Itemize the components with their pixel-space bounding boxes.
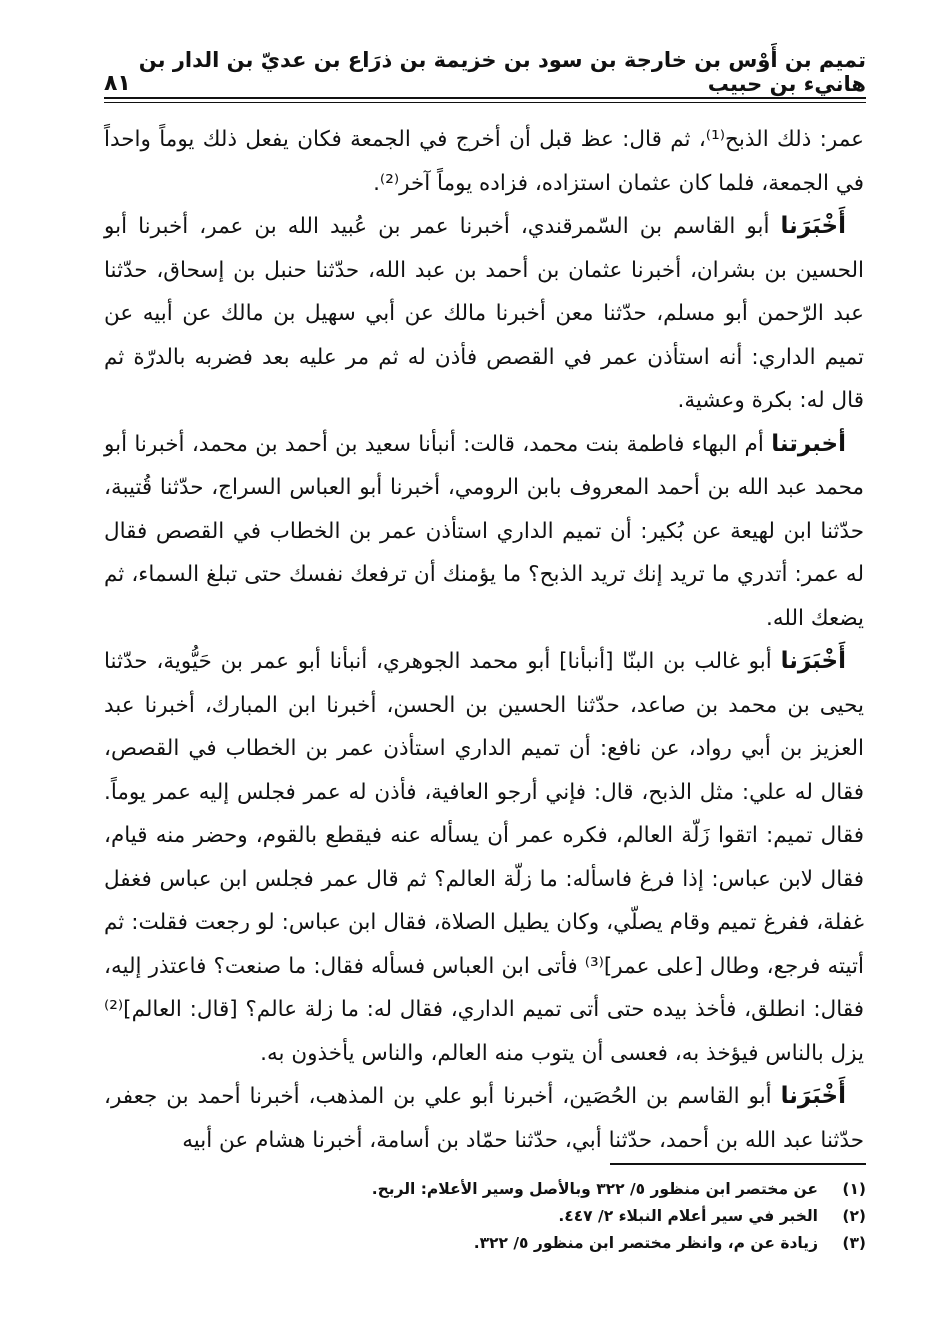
running-header	[104, 48, 866, 96]
footnote-number: (٢)	[842, 1207, 866, 1225]
footnote-text: زيادة عن م، وانظر مختصر ابن منظور ٥/ ٣٢٢.	[473, 1234, 818, 1252]
paragraph-lead-word: أَخْبَرَنا	[780, 648, 846, 674]
footnotes	[104, 1176, 866, 1257]
paragraph-text: عمر: ذلك الذبح⁽¹⁾، ثم قال: عظ قبل أن أخرج في الجمعة فكان يفعل ذلك يوماً واحداً في الجمعة، فلما كان عثمان استزاده، فزاده يوماً آخر⁽²⁾.	[104, 127, 864, 196]
footnote-text: عن مختصر ابن منظور ٥/ ٣٢٢ وبالأصل وسير الأعلام: الربح.	[371, 1180, 818, 1198]
header-rule-thin	[104, 102, 866, 103]
paragraph-text: أبو غالب بن البنّا [أنبأنا] أبو محمد الجوهري، أنبأنا أبو عمر بن حَيُّوية، حدّثنا يحيى بن محمد بن صاعد، حدّثنا الحسين بن الحسن، أخبرنا ابن المبارك، أخبرنا عبد العزيز بن أبي رواد، عن نافع: أن تميم الداري استأذن عمر بن الخطاب في القصص، فقال له علي: مثل الذبح، قال: فإني أرجو العافية، فأذن له عمر فجلس إليه عمر يوماً. فقال تميم: اتقوا زَلّة العالم، فكره عمر أن يسأله عنه فيقطع بالقوم، وحضر منه قيام، فقال لابن عباس: إذا فرغ فاسأله: ما زلّة العالم؟ ثم قال عمر فجلس ابن عباس فغفل غفلة، ففرغ تميم وقام يصلّي، وكان يطيل الصلاة، فقال ابن عباس: لو رجعت فقلت: ثم أتيته فرجع، وطال [على عمر]⁽³⁾ فأتى ابن العباس فسأله فقال: ما صنعت؟ فاعتذر إليه، فقال: انطلق، فأخذ بيده حتى أتى تميم الداري، فقال له: ما زلة عالم؟ [قال: العالم]⁽²⁾ يزل بالناس فيؤخذ به، فعسى أن يتوب منه العالم، والناس يأخذون به.	[104, 649, 864, 1066]
paragraph-lead-word: أَخْبَرَنا	[780, 213, 846, 239]
paragraph	[104, 118, 864, 205]
footnote-separator	[610, 1163, 866, 1165]
paragraph-text: أم البهاء فاطمة بنت محمد، قالت: أنبأنا سعيد بن أحمد بن محمد، أخبرنا أبو محمد عبد الله بن أحمد المعروف بابن الرومي، أخبرنا أبو العباس السراج، حدّثنا قُتيبة، حدّثنا ابن لهيعة عن بُكير: أن تميم الداري استأذن عمر بن الخطاب في القصص فقال له عمر: أتدري ما تريد إنك تريد الذبح؟ ما يؤمنك أن ترفعك نفسك حتى تبلغ السماء، ثم يضعك الله.	[104, 431, 864, 631]
paragraph-lead-word: أَخْبَرَنا	[780, 1083, 846, 1109]
footnote	[104, 1203, 866, 1230]
footnote	[104, 1230, 866, 1257]
footnote-number: (١)	[842, 1180, 866, 1198]
paragraph	[104, 640, 864, 1075]
footnote	[104, 1176, 866, 1203]
page-number: ٨١	[104, 71, 131, 96]
footnote-number: (٣)	[842, 1234, 866, 1252]
paragraph-text: أبو القاسم بن الحُصَين، أخبرنا أبو علي بن المذهب، أخبرنا أحمد بن جعفر، حدّثنا عبد الله بن أحمد، حدّثنا أبي، حدّثنا حمّاد بن أسامة، أخبرنا هشام عن أبيه	[104, 1084, 864, 1153]
paragraph	[104, 205, 864, 423]
header-rule	[104, 97, 866, 99]
running-title: تميم بن أَوْس بن خارجة بن سود بن خزيمة بن ذرَاع بن عديّ بن الدار بن هانيء بن حبيب	[138, 48, 866, 96]
footnote-text: الخبر في سير أعلام النبلاء ٢/ ٤٤٧.	[558, 1207, 818, 1225]
paragraph-text: أبو القاسم بن السّمرقندي، أخبرنا عمر بن عُبيد الله بن عمر، أخبرنا أبو الحسين بن بشران، أخبرنا عثمان بن أحمد بن عبد الله، حدّثنا حنبل بن إسحاق، حدّثنا عبد الرّحمن أبو مسلم، حدّثنا معن أخبرنا مالك عن أبي سهيل بن مالك عن أبيه عن تميم الداري: أنه استأذن عمر في القصص فأذن له ثم مر عليه بعد فضربه بالدرّة ثم قال له: بكرة وعشية.	[104, 214, 864, 413]
paragraph	[104, 423, 864, 641]
main-text	[104, 118, 864, 1162]
paragraph	[104, 1075, 864, 1162]
paragraph-lead-word: أخبرتنا	[771, 430, 847, 457]
